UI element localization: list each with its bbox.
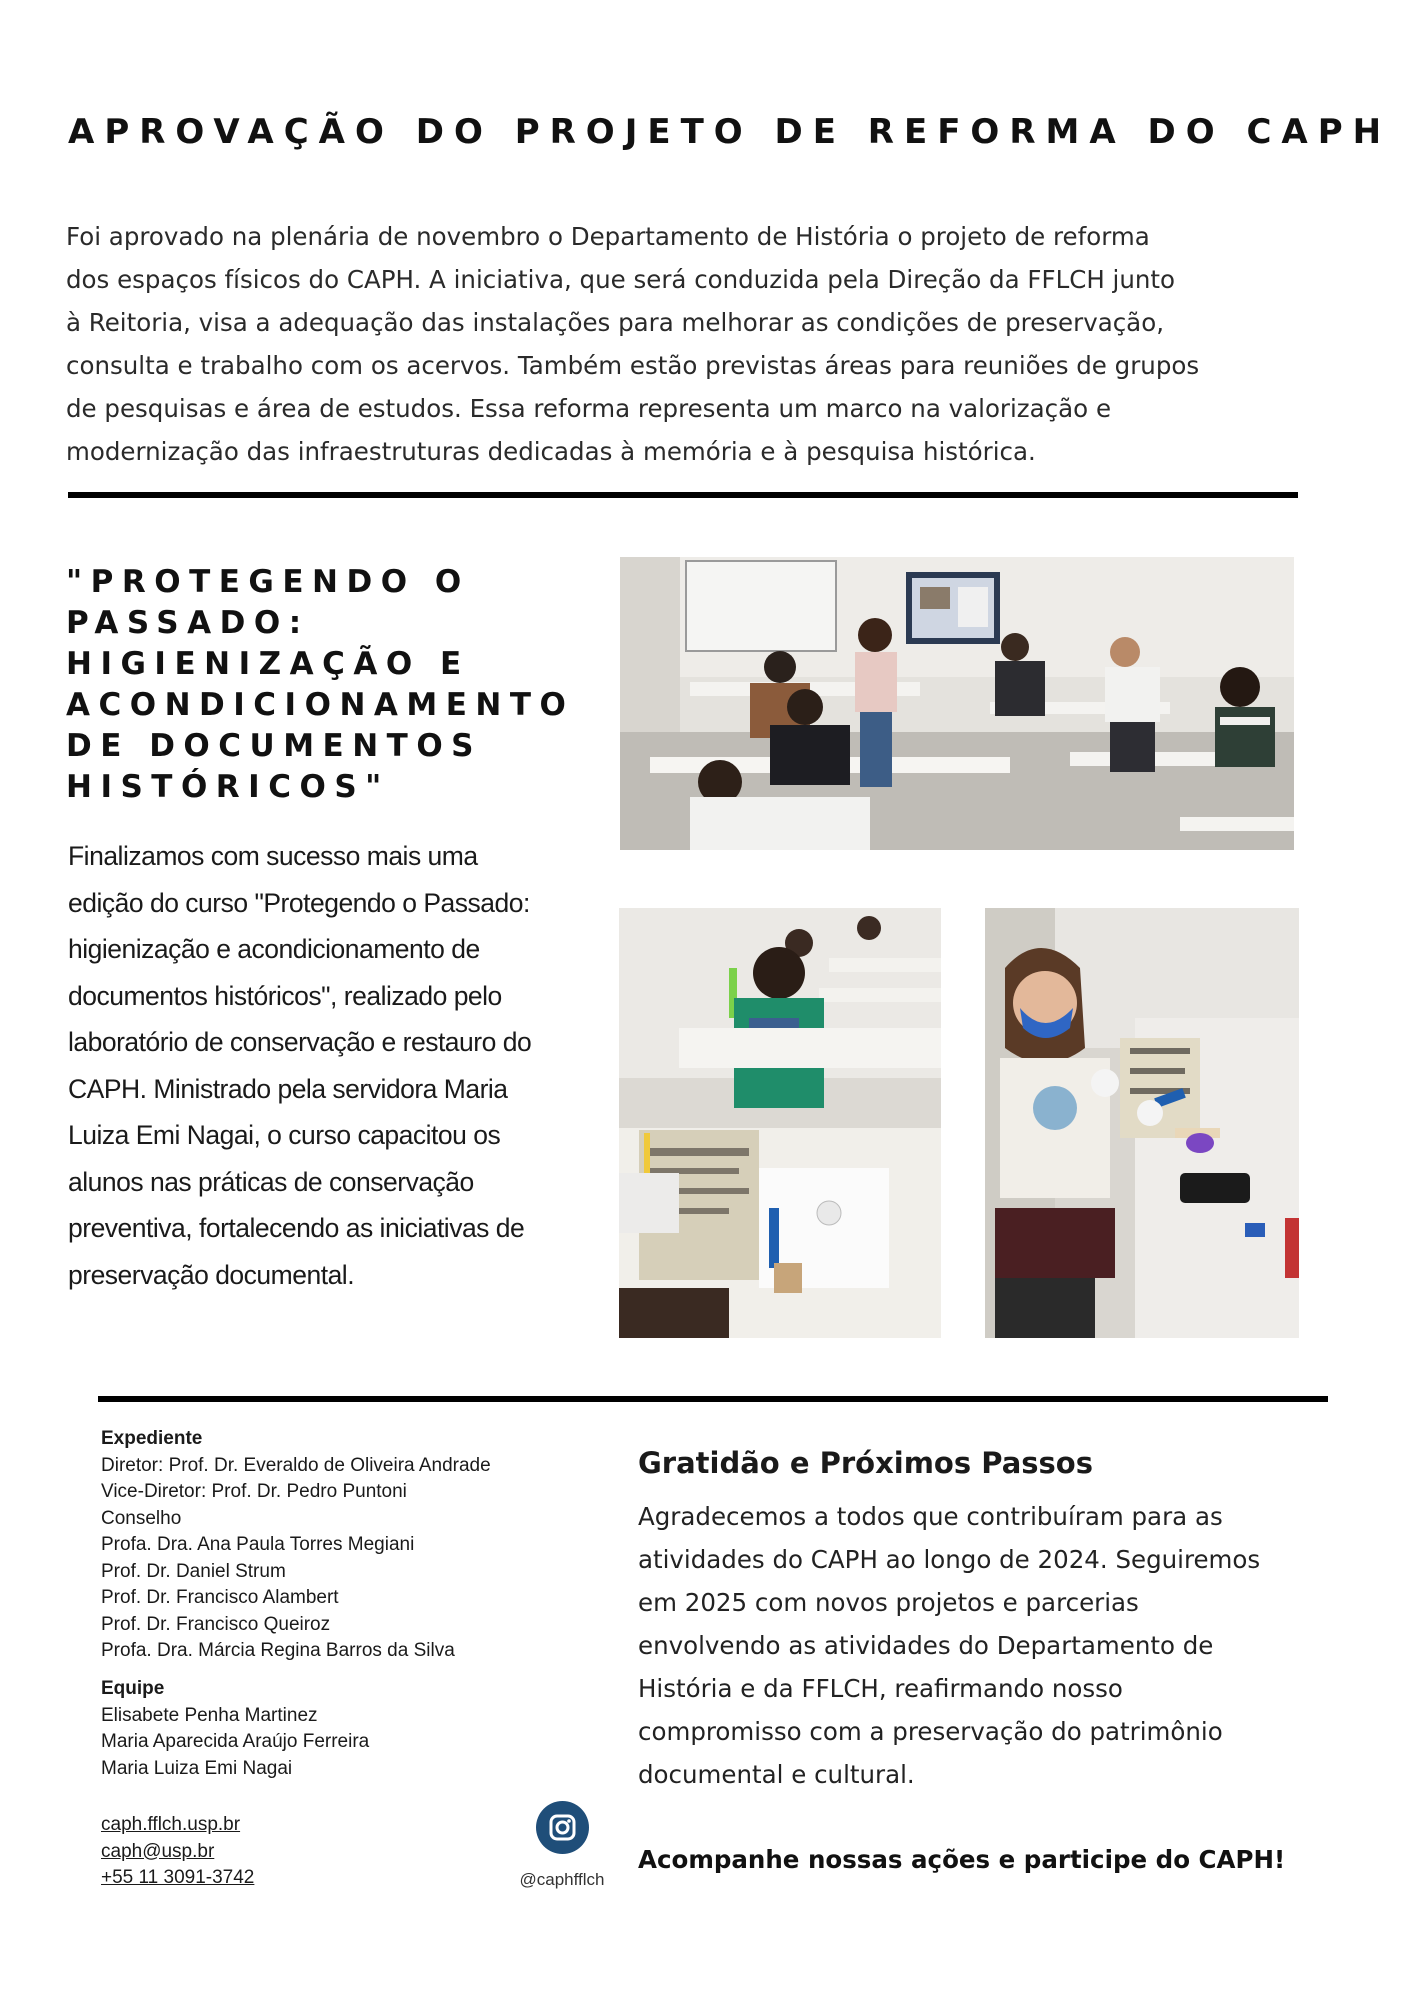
expediente-line: Vice-Diretor: Prof. Dr. Pedro Puntoni — [101, 1481, 407, 1502]
text-line: Luiza Emi Nagai, o curso capacitou os — [68, 1120, 501, 1150]
expediente-line: Diretor: Prof. Dr. Everaldo de Oliveira Andrade — [101, 1454, 491, 1476]
text-line: atividades do CAPH ao longo de 2024. Seguiremos — [638, 1545, 1261, 1574]
title-line: HIGIENIZAÇÃO E — [66, 646, 470, 682]
website-link[interactable]: caph.fflch.usp.br — [101, 1814, 241, 1835]
section-approval-title: APROVAÇÃO DO PROJETO DE REFORMA DO CAPH — [68, 112, 1392, 152]
expediente-line: Prof. Dr. Francisco Alambert — [101, 1587, 339, 1608]
text-line: de pesquisas e área de estudos. Essa reforma representa um marco na valorização e — [66, 394, 1112, 423]
title-line: HISTÓRICOS" — [66, 769, 390, 805]
title-line: ACONDICIONAMENTO — [66, 687, 575, 723]
text-line: compromisso com a preservação do patrimônio — [638, 1717, 1223, 1746]
classroom-photo — [620, 557, 1294, 850]
title-line: PASSADO: — [66, 605, 310, 641]
student-mask-photo — [985, 908, 1299, 1338]
text-line: Finalizamos com sucesso mais uma — [68, 841, 478, 871]
divider — [68, 492, 1298, 498]
gratidao-title: Gratidão e Próximos Passos — [638, 1446, 1093, 1480]
title-line: DE DOCUMENTOS — [66, 728, 483, 764]
text-line: edição do curso "Protegendo o Passado: — [68, 887, 530, 918]
expediente-line: Prof. Dr. Daniel Strum — [101, 1560, 286, 1582]
text-line: laboratório de conservação e restauro do — [68, 1027, 532, 1057]
text-line: alunos nas práticas de conservação — [68, 1166, 474, 1197]
equipe-heading: Equipe — [101, 1678, 165, 1699]
course-title — [66, 562, 586, 808]
text-line: documentos históricos", realizado pelo — [68, 980, 502, 1011]
expediente-line: Profa. Dra. Ana Paula Torres Megiani — [101, 1534, 415, 1555]
expediente-line: Conselho — [101, 1507, 182, 1529]
text-line: CAPH. Ministrado pela servidora Maria — [68, 1073, 508, 1104]
expediente-line: Profa. Dra. Márcia Regina Barros da Silva — [101, 1640, 455, 1661]
text-line: à Reitoria, visa a adequação das instalações para melhorar as condições de preservação, — [66, 308, 1164, 337]
text-line: higienização e acondicionamento de — [68, 934, 480, 964]
expediente-block — [101, 1426, 581, 1665]
divider — [98, 1396, 1328, 1402]
gratidao-text — [638, 1495, 1318, 1796]
equipe-member: Maria Luiza Emi Nagai — [101, 1757, 293, 1779]
email-link[interactable]: caph@usp.br — [101, 1840, 215, 1862]
students-working-photo — [619, 908, 941, 1338]
phone-link[interactable]: +55 11 3091-3742 — [101, 1867, 255, 1888]
expediente-line: Prof. Dr. Francisco Queiroz — [101, 1613, 331, 1635]
text-line: dos espaços físicos do CAPH. A iniciativa, que será conduzida pela Direção da FFLCH junto — [66, 265, 1176, 294]
contacts-block — [101, 1812, 401, 1892]
call-to-action: Acompanhe nossas ações e participe do CAPH! — [638, 1845, 1286, 1874]
text-line: preservação documental. — [68, 1259, 355, 1290]
text-line: Agradecemos a todos que contribuíram para as — [638, 1502, 1223, 1531]
text-line: Foi aprovado na plenária de novembro o Departamento de História o projeto de reforma — [66, 222, 1150, 251]
text-line: envolvendo as atividades do Departamento de — [638, 1631, 1214, 1660]
equipe-member: Elisabete Penha Martinez — [101, 1704, 318, 1726]
equipe-member: Maria Aparecida Araújo Ferreira — [101, 1731, 370, 1752]
text-line: documental e cultural. — [638, 1760, 915, 1789]
instagram-handle[interactable]: @caphfflch — [519, 1870, 605, 1889]
text-line: História e da FFLCH, reafirmando nosso — [638, 1674, 1123, 1703]
expediente-heading: Expediente — [101, 1428, 203, 1449]
text-line: em 2025 com novos projetos e parcerias — [638, 1588, 1139, 1617]
instagram-icon[interactable] — [536, 1801, 589, 1854]
text-line: preventiva, fortalecendo as iniciativas de — [68, 1213, 525, 1243]
text-line: consulta e trabalho com os acervos. Também estão previstas áreas para reuniões de grupos — [66, 351, 1200, 380]
course-description — [68, 833, 608, 1298]
text-line: modernização das infraestruturas dedicadas à memória e à pesquisa histórica. — [66, 437, 1036, 466]
equipe-block — [101, 1676, 581, 1782]
title-line: "PROTEGENDO O — [66, 564, 470, 600]
section-approval-text — [66, 215, 1336, 473]
